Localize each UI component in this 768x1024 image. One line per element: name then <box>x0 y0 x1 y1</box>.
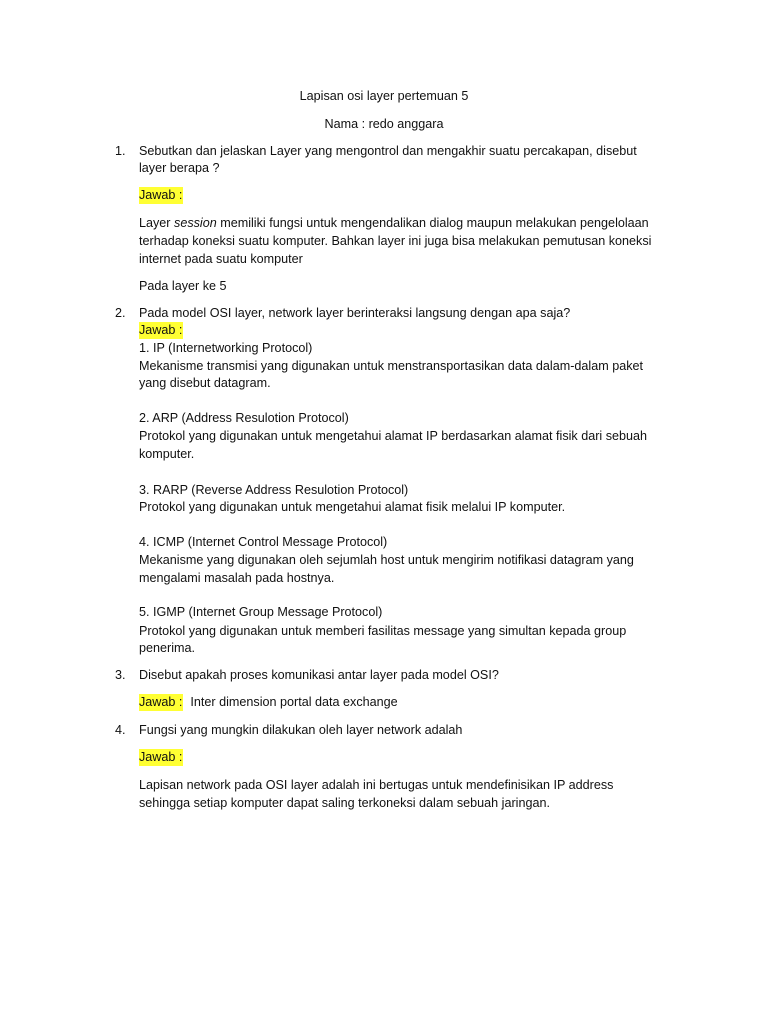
q1-number: 1. <box>115 144 126 158</box>
q2-number: 2. <box>115 306 126 320</box>
q2-item-heading: 4. ICMP (Internet Control Message Protocol) <box>139 535 388 549</box>
document-title: Lapisan osi layer pertemuan 5 <box>299 89 469 103</box>
q2-item-desc-line-2: yang disebut datagram. <box>139 376 271 390</box>
q2-question: Pada model OSI layer, network layer berinteraksi langsung dengan apa saja? <box>139 306 571 320</box>
q2-item-desc-line-1: Protokol yang digunakan untuk mengetahui alamat IP berdasarkan alamat fisik dari sebuah <box>139 429 648 443</box>
q4-number: 4. <box>115 723 126 737</box>
q2-item-desc-line-2: penerima. <box>139 641 196 655</box>
q1-answer-line-1 <box>139 215 649 233</box>
q4-answer-line-1: Lapisan network pada OSI layer adalah ini bertugas untuk mendefinisikan IP address <box>139 778 614 792</box>
q1-answer-italic-term: session <box>174 216 217 230</box>
q1-answer-post: memiliki fungsi untuk mengendalikan dialog maupun melakukan pengelolaan <box>216 216 649 230</box>
q1-answer-line-3: internet pada suatu komputer <box>139 252 303 266</box>
q3-question: Disebut apakah proses komunikasi antar layer pada model OSI? <box>139 668 499 682</box>
q2-item-desc-line-1: Protokol yang digunakan untuk memberi fasilitas message yang simultan kepada group <box>139 624 627 638</box>
q1-answer-extra: Pada layer ke 5 <box>139 279 227 293</box>
q4-jawab-label <box>139 749 183 767</box>
q4-answer-line-2: sehingga setiap komputer dapat saling terkoneksi dalam sebuah jaringan. <box>139 796 550 810</box>
q1-jawab-highlight: Jawab : <box>139 188 183 202</box>
q4-jawab-highlight: Jawab : <box>139 750 183 764</box>
q2-item-heading: 5. IGMP (Internet Group Message Protocol) <box>139 605 383 619</box>
q3-answer: Inter dimension portal data exchange <box>190 695 398 709</box>
q2-item-desc-line-1: Mekanisme transmisi yang digunakan untuk menstransportasikan data dalam-dalam paket <box>139 359 644 373</box>
q1-question-line-1: Sebutkan dan jelaskan Layer yang mengontrol dan mengakhir suatu percakapan, disebut <box>139 144 637 158</box>
q1-question-line-2: layer berapa ? <box>139 161 220 175</box>
q2-jawab-highlight: Jawab : <box>139 323 183 337</box>
q1-answer-line-2: terhadap koneksi suatu komputer. Bahkan layer ini juga bisa melakukan pemutusan koneksi <box>139 234 652 248</box>
q3-answer-line <box>139 694 398 712</box>
q1-answer-pre: Layer <box>139 216 175 230</box>
q2-item-heading: 1. IP (Internetworking Protocol) <box>139 341 313 355</box>
q3-jawab-highlight: Jawab : <box>139 695 183 709</box>
q3-number: 3. <box>115 668 126 682</box>
q4-question: Fungsi yang mungkin dilakukan oleh layer network adalah <box>139 723 463 737</box>
q2-item-desc-line-1: Mekanisme yang digunakan oleh sejumlah host untuk mengirim notifikasi datagram yang <box>139 553 634 567</box>
q2-item-desc-line-2: komputer. <box>139 447 195 461</box>
q2-jawab-label <box>139 322 183 340</box>
q2-item-heading: 2. ARP (Address Resulotion Protocol) <box>139 411 349 425</box>
q2-item-desc-line-1: Protokol yang digunakan untuk mengetahui alamat fisik melalui IP komputer. <box>139 500 566 514</box>
q2-item-heading: 3. RARP (Reverse Address Resulotion Protocol) <box>139 483 409 497</box>
q1-jawab-label <box>139 187 183 205</box>
name-line: Nama : redo anggara <box>324 117 444 131</box>
q2-item-desc-line-2: mengalami masalah pada hostnya. <box>139 571 335 585</box>
